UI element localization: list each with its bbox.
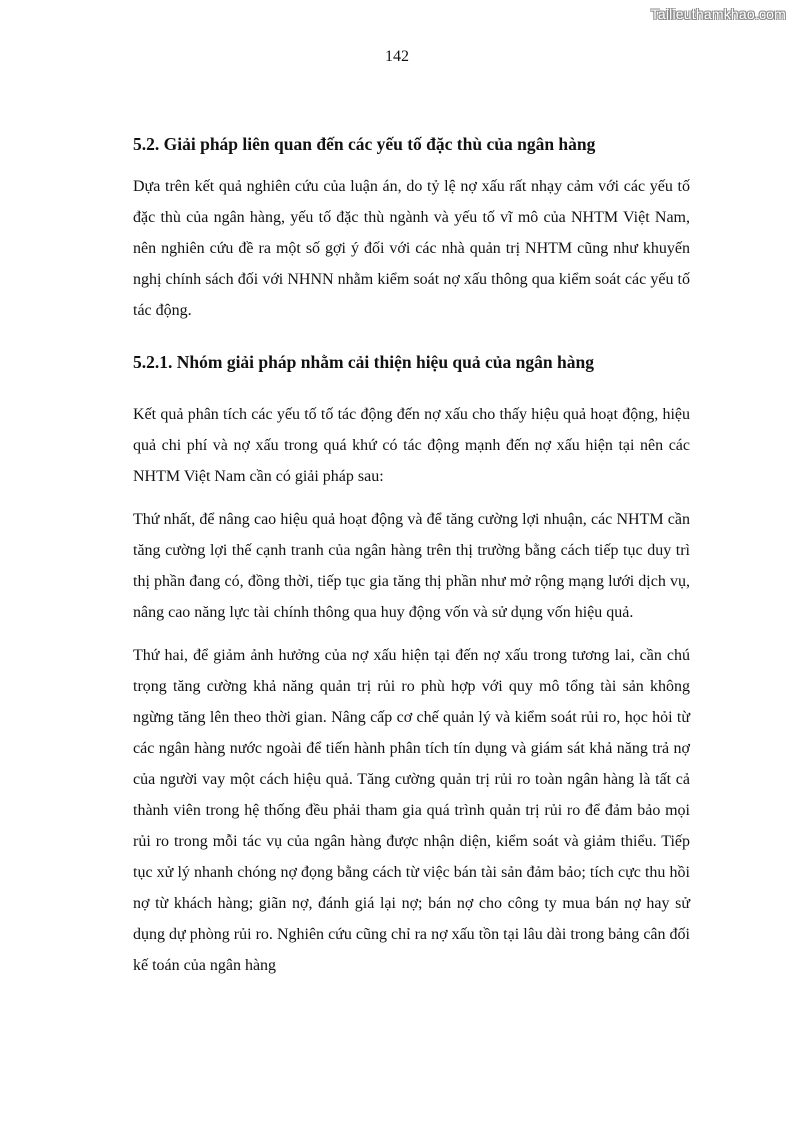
paragraph-1: Kết quả phân tích các yếu tố tố tác động đến nợ xấu cho thấy hiệu quả hoạt động, hiệu quả chi phí và nợ xấu trong quá khứ có tác động mạnh đến nợ xấu hiện tại nên các NHTM Việt Nam cần có giải pháp sau: [133, 406, 690, 485]
page-number: 142 [385, 48, 409, 65]
document-body [133, 131, 690, 981]
paragraph-2: Thứ nhất, để nâng cao hiệu quả hoạt động và để tăng cường lợi nhuận, các NHTM cần tăng cường lợi thế cạnh tranh của ngân hàng trên thị trường bằng cách tiếp tục duy trì thị phần đang có, đồng thời, tiếp tục gia tăng thị phần như mở rộng mạng lưới dịch vụ, nâng cao năng lực tài chính thông qua huy động vốn và sử dụng vốn hiệu quả. [133, 511, 690, 621]
section-intro-paragraph: Dựa trên kết quả nghiên cứu của luận án, do tỷ lệ nợ xấu rất nhạy cảm với các yếu tố đặc thù của ngân hàng, yếu tố đặc thù ngành và yếu tố vĩ mô của NHTM Việt Nam, nên nghiên cứu đề ra một số gợi ý đối với các nhà quản trị NHTM cũng như khuyến nghị chính sách đối với NHNN nhằm kiểm soát nợ xấu thông qua kiểm soát các yếu tố tác động. [133, 178, 690, 319]
subsection-heading: 5.2.1. Nhóm giải pháp nhằm cải thiện hiệu quả của ngân hàng [133, 352, 594, 372]
paragraph-3: Thứ hai, để giảm ảnh hưởng của nợ xấu hiện tại đến nợ xấu trong tương lai, cần chú trọng tăng cường khả năng quản trị rủi ro phù hợp với quy mô tổng tài sản không ngừng tăng lên theo thời gian. Nâng cấp cơ chế quản lý và kiểm soát rủi ro, học hỏi từ các ngân hàng nước ngoài để tiến hành phân tích tín dụng và giám sát khả năng trả nợ của người vay một cách hiệu quả. Tăng cường quản trị rủi ro toàn ngân hàng là tất cả thành viên trong hệ thống đều phải tham gia quá trình quản trị rủi ro để đảm bảo mọi rủi ro trong mỗi tác vụ của ngân hàng được nhận diện, kiểm soát và giảm thiểu. Tiếp tục xử lý nhanh chóng nợ đọng bằng cách từ việc bán tài sản đảm bảo; tích cực thu hồi nợ từ khách hàng; giãn nợ, đánh giá lại nợ; bán nợ cho công ty mua bán nợ hay sử dụng dự phòng rủi ro. Nghiên cứu cũng chỉ ra nợ xấu tồn tại lâu dài trong bảng cân đối kế toán của ngân hàng [133, 647, 690, 974]
watermark: Tailieuthamkhao.com [650, 6, 786, 22]
section-heading: 5.2. Giải pháp liên quan đến các yếu tố đặc thù của ngân hàng [133, 134, 596, 154]
